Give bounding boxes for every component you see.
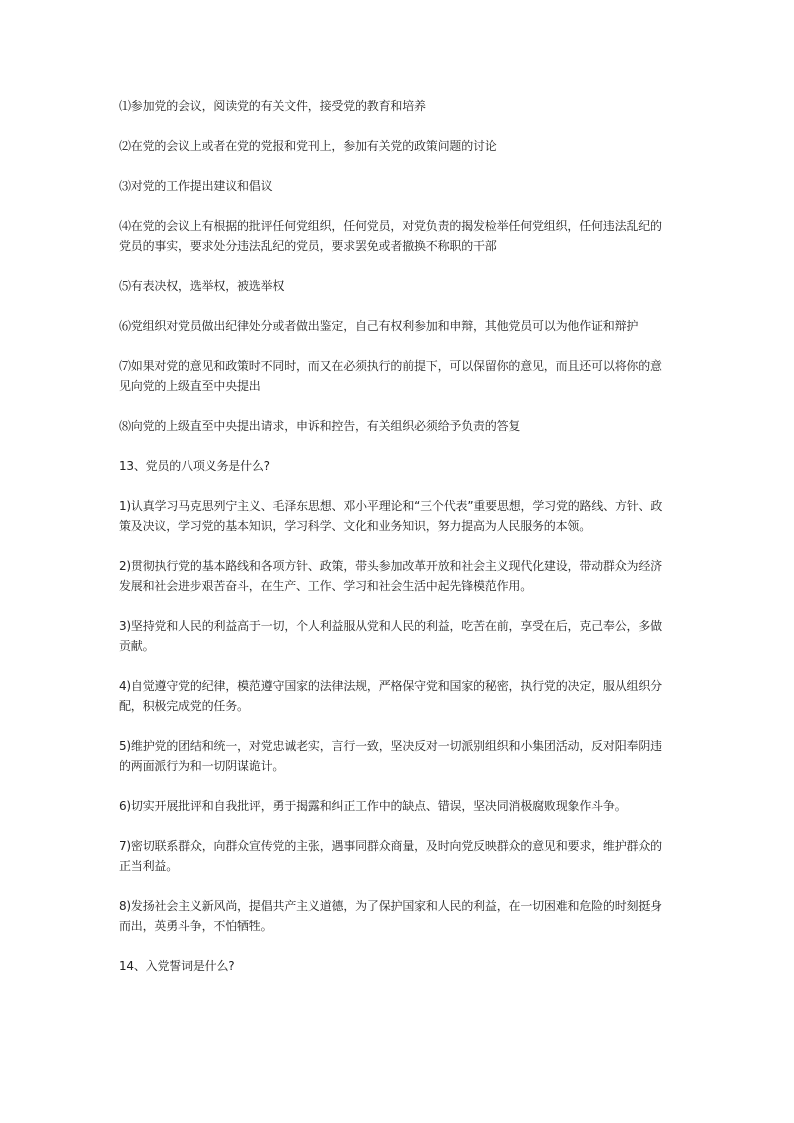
paragraph-right-3 bbox=[119, 176, 679, 196]
paragraph-right-7 bbox=[119, 356, 679, 396]
paragraph-line: 发展和社会进步艰苦奋斗，在生产、工作、学习和社会生活中起先锋模范作用。 bbox=[119, 579, 533, 593]
document-body bbox=[119, 96, 679, 976]
question-14-heading bbox=[119, 956, 679, 976]
paragraph-line: 2)贯彻执行党的基本路线和各项方针、政策，带头参加改革开放和社会主义现代化建设，带动群众为经济 bbox=[119, 559, 662, 573]
paragraph-line: 13、党员的八项义务是什么? bbox=[119, 459, 270, 473]
paragraph-line: 5)维护党的团结和统一，对党忠诚老实，言行一致，坚决反对一切派别组织和小集团活动，反对阳奉阴违 bbox=[119, 739, 662, 753]
paragraph-duty-7 bbox=[119, 836, 679, 876]
paragraph-duty-5 bbox=[119, 736, 679, 776]
paragraph-line: ⑴参加党的会议，阅读党的有关文件，接受党的教育和培养 bbox=[119, 99, 426, 113]
paragraph-line: 正当利益。 bbox=[119, 859, 179, 873]
paragraph-right-1 bbox=[119, 96, 679, 116]
paragraph-line: 8)发扬社会主义新风尚，提倡共产主义道德，为了保护国家和人民的利益，在一切困难和危险的时刻挺身 bbox=[119, 899, 662, 913]
paragraph-line: 的两面派行为和一切阴谋诡计。 bbox=[119, 759, 285, 773]
paragraph-line: 14、入党誓词是什么? bbox=[119, 959, 235, 973]
paragraph-line: 配，积极完成党的任务。 bbox=[119, 699, 249, 713]
paragraph-line: 见向党的上级直至中央提出 bbox=[119, 379, 261, 393]
paragraph-right-8 bbox=[119, 416, 679, 436]
paragraph-line: ⑷在党的会议上有根据的批评任何党组织，任何党员，对党负责的揭发检举任何党组织，任何违法乱纪的 bbox=[119, 219, 662, 233]
paragraph-line: ⑶对党的工作提出建议和倡议 bbox=[119, 179, 273, 193]
paragraph-line: 党员的事实，要求处分违法乱纪的党员，要求罢免或者撤换不称职的干部 bbox=[119, 239, 497, 253]
paragraph-duty-4 bbox=[119, 676, 679, 716]
paragraph-line: ⑹党组织对党员做出纪律处分或者做出鉴定，自己有权利参加和申辩，其他党员可以为他作证和辩护 bbox=[119, 319, 639, 333]
paragraph-line: 3)坚持党和人民的利益高于一切，个人利益服从党和人民的利益，吃苦在前，享受在后，克己奉公，多做 bbox=[119, 619, 662, 633]
paragraph-line: 6)切实开展批评和自我批评，勇于揭露和纠正工作中的缺点、错误，坚决同消极腐败现象作斗争。 bbox=[119, 799, 627, 813]
paragraph-line: 4)自觉遵守党的纪律，模范遵守国家的法律法规，严格保守党和国家的秘密，执行党的决定，服从组织分 bbox=[119, 679, 662, 693]
paragraph-line: ⑸有表决权，选举权，被选举权 bbox=[119, 279, 285, 293]
paragraph-line: 而出，英勇斗争，不怕牺牲。 bbox=[119, 919, 273, 933]
paragraph-line: 1)认真学习马克思列宁主义、毛泽东思想、邓小平理论和“三个代表”重要思想，学习党的路线、方针、政 bbox=[119, 499, 663, 513]
paragraph-duty-3 bbox=[119, 616, 679, 656]
paragraph-right-4 bbox=[119, 216, 679, 256]
paragraph-duty-1 bbox=[119, 496, 679, 536]
paragraph-right-2 bbox=[119, 136, 679, 156]
paragraph-duty-6 bbox=[119, 796, 679, 816]
paragraph-line: 策及决议，学习党的基本知识，学习科学、文化和业务知识，努力提高为人民服务的本领。 bbox=[119, 519, 592, 533]
paragraph-line: 贡献。 bbox=[119, 639, 155, 653]
paragraph-right-6 bbox=[119, 316, 679, 336]
paragraph-right-5 bbox=[119, 276, 679, 296]
paragraph-duty-8 bbox=[119, 896, 679, 936]
paragraph-line: 7)密切联系群众，向群众宣传党的主张，遇事同群众商量，及时向党反映群众的意见和要求，维护群众的 bbox=[119, 839, 662, 853]
paragraph-line: ⑵在党的会议上或者在党的党报和党刊上，参加有关党的政策问题的讨论 bbox=[119, 139, 497, 153]
question-13-heading bbox=[119, 456, 679, 476]
paragraph-duty-2 bbox=[119, 556, 679, 596]
paragraph-line: ⑺如果对党的意见和政策时不同时，而又在必须执行的前提下，可以保留你的意见，而且还可以将你的意 bbox=[119, 359, 662, 373]
paragraph-line: ⑻向党的上级直至中央提出请求，申诉和控告，有关组织必须给予负责的答复 bbox=[119, 419, 521, 433]
